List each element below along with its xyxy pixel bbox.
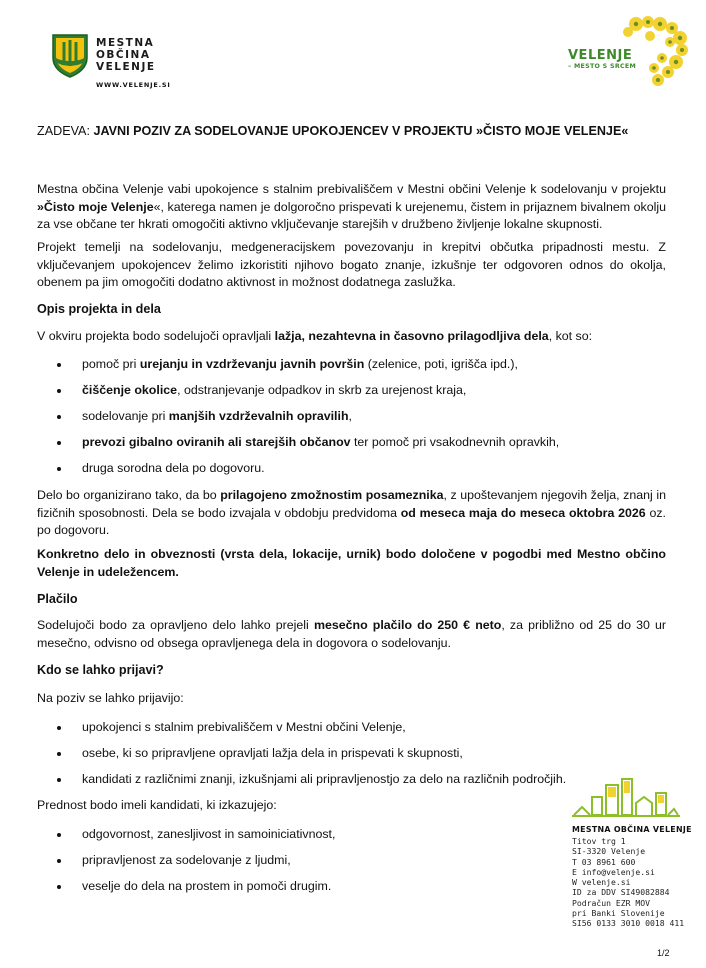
footer-line: T 03 8961 600 — [572, 856, 636, 867]
right-logo-title: VELENJE — [568, 48, 633, 63]
list-item: odgovornost, zanesljivost in samoiniciativnost, — [60, 826, 335, 843]
footer-line: pri Banki Slovenije — [572, 908, 665, 919]
heading-payment: Plačilo — [37, 592, 78, 606]
list-item: čiščenje okolice, odstranjevanje odpadkov in skrb za urejenost kraja, — [60, 382, 466, 399]
list-item: upokojenci s stalnim prebivališčem v Mestni občini Velenje, — [60, 719, 406, 736]
list-item: prevozi gibalno oviranih ali starejših občanov ter pomoč pri vsakodnevnih opravkih, — [60, 434, 559, 451]
list-item: pripravljenost za sodelovanje z ljudmi, — [60, 852, 291, 869]
footer-org: MESTNA OBČINA VELENJE — [572, 825, 692, 834]
subject-title: JAVNI POZIV ZA SODELOVANJE UPOKOJENCEV V PROJEKTU »ČISTO MOJE VELENJE« — [93, 124, 629, 138]
footer-line: SI-3320 Velenje — [572, 846, 646, 857]
logo-line-3: VELENJE — [96, 61, 156, 73]
list-item: veselje do dela na prostem in pomoči drugim. — [60, 878, 331, 895]
concrete-obligations: Konkretno delo in obveznosti (vrsta dela, lokacije, urnik) bodo določene v pogodbi med Mestno občino Velenje in udeležencem. — [37, 547, 666, 579]
logo-line-2: OBČINA — [96, 49, 151, 61]
velenje-heart-logo — [566, 14, 690, 90]
subject-line — [37, 124, 628, 138]
who-can-apply-lead: Na poziv se lahko prijavijo: — [37, 691, 184, 705]
footer-line: ID za DDV SI49082884 — [572, 887, 670, 898]
heading-project-description: Opis projekta in dela — [37, 302, 161, 316]
project-lead: V okviru projekta bodo sodelujoči opravljali lažja, nezahtevna in časovno prilagodljiva dela, kot so: — [37, 329, 593, 343]
footer-line: Titov trg 1 — [572, 836, 626, 846]
list-item: druga sorodna dela po dogovoru. — [60, 460, 265, 477]
right-logo-subtitle: – MESTO S SRCEM — [568, 63, 637, 70]
coat-of-arms-icon — [52, 34, 88, 78]
logo-line-1: MESTNA — [96, 37, 155, 49]
intro-paragraph-2: Projekt temelji na sodelovanju, medgeneracijskem povezovanju in krepitvi občutka pripadnosti mestu. Z vključevanjem upokojencev želimo izkoristiti njihovo bogato znanje, izkušnje ter odgovoren odnos do okolja, obenem pa jim omogočiti dodatno aktivnost in možnost dodatnega zaslužka. — [37, 240, 666, 289]
page-number: 1/2 — [657, 948, 670, 958]
intro-paragraph-1: Mestna občina Velenje vabi upokojence s stalnim prebivališčem v Mestni občini Velenje k sodelovanju v projektu »Čisto moje Velenje«, katerega namen je dolgoročno prispevati k urejenemu, čistem in prijaznem bivalnem okolju za vse občane ter hkrati omogočiti aktivno vključevanje starejših v družbeno življenje lokalne skupnosti. — [37, 182, 666, 231]
organization-paragraph: Delo bo organizirano tako, da bo prilagojeno zmožnostim posameznika, z upoštevanjem njegovih želja, znanj in fizičnih sposobnosti. Dela se bodo izvajala v obdobju predvidoma od meseca maja do meseca oktobra 2026 oz. po dogovoru. — [37, 488, 666, 537]
logo-url: WWW.VELENJE.SI — [96, 81, 171, 89]
list-item: sodelovanje pri manjših vzdrževalnih opravilih, — [60, 408, 352, 425]
footer-line: SI56 0133 3010 0018 411 — [572, 918, 685, 929]
footer-line: W velenje.si — [572, 877, 631, 888]
list-item: osebe, ki so pripravljene opravljati lažja dela in prispevati k skupnosti, — [60, 745, 463, 762]
heading-who-can-apply: Kdo se lahko prijavi? — [37, 663, 164, 677]
footer-line: E info@velenje.si — [572, 866, 655, 877]
footer-address — [572, 825, 702, 929]
city-skyline-icon — [572, 775, 680, 817]
payment-paragraph: Sodelujoči bodo za opravljeno delo lahko prejeli mesečno plačilo do 250 € neto, za približno od 25 do 30 ur mesečno, odvisno od obsega opravljenega dela in dogovora o sodelovanju. — [37, 618, 667, 650]
municipality-logo — [52, 34, 202, 94]
footer-line: Podračun EZR MOV — [572, 897, 650, 908]
list-item: kandidati z različnimi znanji, izkušnjami ali pripravljenostjo za delo na različnih področjih. — [60, 771, 566, 788]
list-item: pomoč pri urejanju in vzdrževanju javnih površin (zelenice, poti, igrišča ipd.), — [60, 356, 518, 373]
priority-lead: Prednost bodo imeli kandidati, ki izkazujejo: — [37, 798, 277, 812]
subject-prefix: ZADEVA: — [37, 124, 94, 138]
